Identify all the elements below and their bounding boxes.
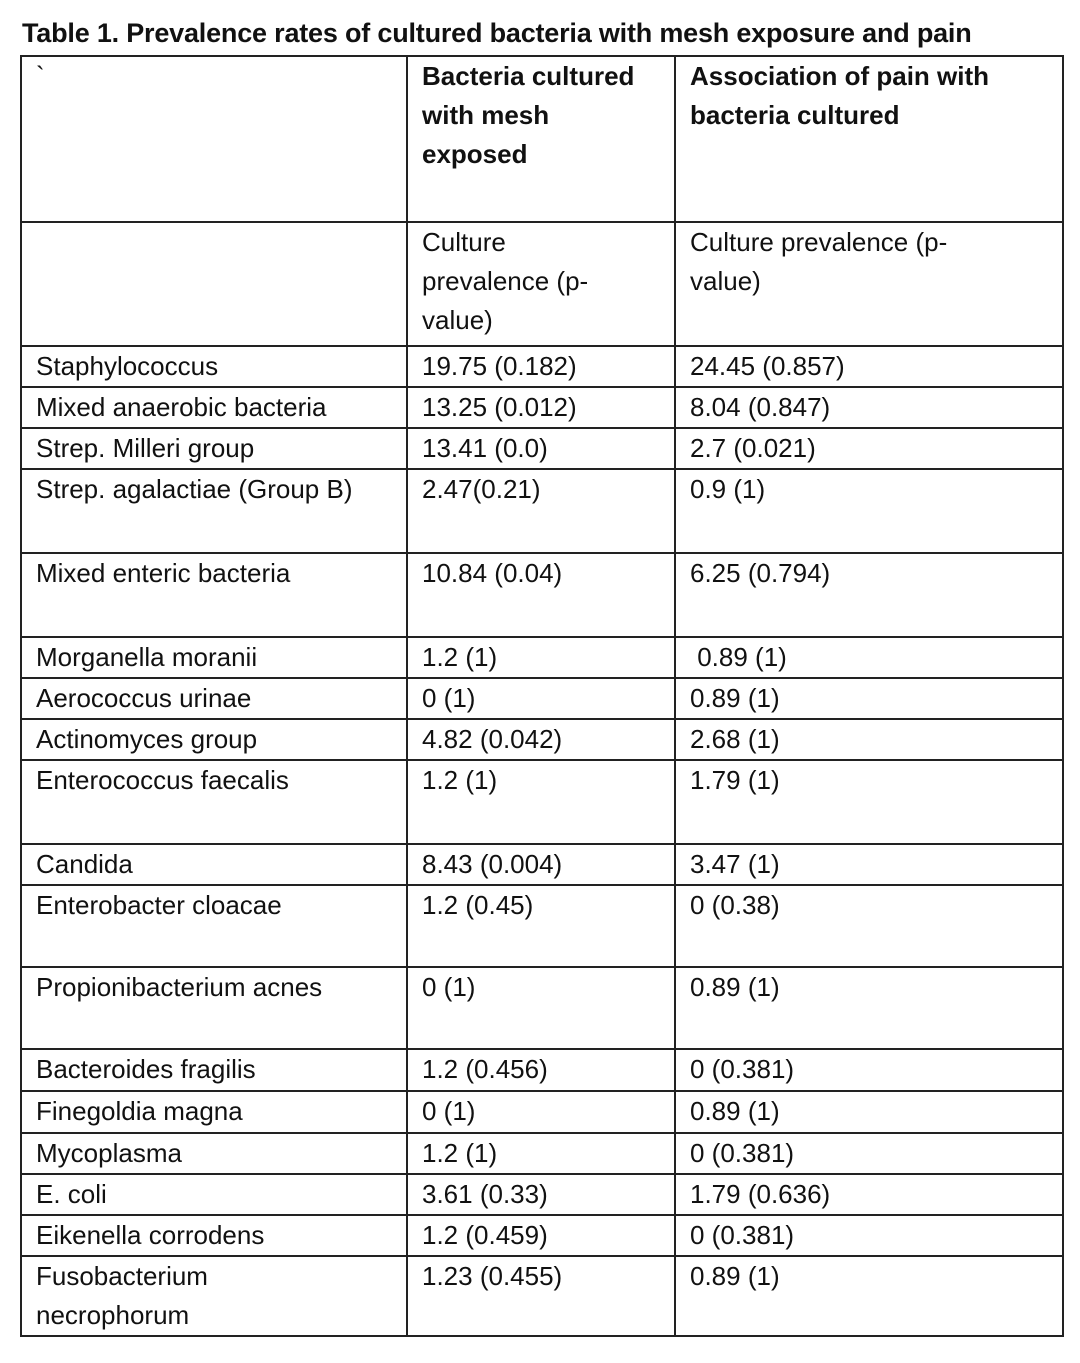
pain-prevalence: 0.89 (1) [675, 1256, 1063, 1336]
bacteria-name: Actinomyces group [21, 719, 407, 760]
bacteria-name: Mixed anaerobic bacteria [21, 387, 407, 428]
pain-prevalence: 0 (0.38) [675, 885, 1063, 967]
table-row [21, 885, 1063, 967]
header-mesh-exposed: Bacteria cultured with mesh exposed [407, 56, 675, 222]
pain-prevalence: 0.89 (1) [675, 1091, 1063, 1133]
mesh-prevalence: 4.82 (0.042) [407, 719, 675, 760]
mesh-prevalence: 1.2 (1) [407, 1133, 675, 1174]
pain-prevalence: 24.45 (0.857) [675, 346, 1063, 387]
mesh-prevalence: 0 (1) [407, 967, 675, 1049]
mesh-prevalence: 1.23 (0.455) [407, 1256, 675, 1336]
pain-prevalence: 0.89 (1) [675, 637, 1063, 678]
table-row [21, 1174, 1063, 1215]
pain-prevalence: 6.25 (0.794) [675, 553, 1063, 637]
mesh-prevalence: 10.84 (0.04) [407, 553, 675, 637]
table-row [21, 967, 1063, 1049]
mesh-prevalence: 1.2 (0.45) [407, 885, 675, 967]
bacteria-name: Strep. Milleri group [21, 428, 407, 469]
bacteria-name: Propionibacterium acnes [21, 967, 407, 1049]
bacteria-name: Strep. agalactiae (Group B) [21, 469, 407, 553]
subheader-empty-cell [21, 222, 407, 346]
header-corner-cell [21, 56, 407, 222]
pain-prevalence: 2.68 (1) [675, 719, 1063, 760]
pain-prevalence: 0 (0.381) [675, 1049, 1063, 1091]
bacteria-name: Mixed enteric bacteria [21, 553, 407, 637]
bacteria-name: Finegoldia magna [21, 1091, 407, 1133]
table-row [21, 1256, 1063, 1336]
table-row [21, 346, 1063, 387]
corner-mark: ` [36, 61, 45, 91]
table-row [21, 553, 1063, 637]
bacteria-prevalence-table [20, 55, 1064, 1337]
pain-prevalence: 0.89 (1) [675, 967, 1063, 1049]
table-row [21, 469, 1063, 553]
table-title: Table 1. Prevalence rates of cultured bacteria with mesh exposure and pain [22, 18, 972, 48]
bacteria-name: Aerococcus urinae [21, 678, 407, 719]
pain-prevalence: 0.89 (1) [675, 678, 1063, 719]
mesh-prevalence: 19.75 (0.182) [407, 346, 675, 387]
subheader-pain: Culture prevalence (p- value) [675, 222, 1063, 346]
bacteria-name: Eikenella corrodens [21, 1215, 407, 1256]
table-row [21, 1049, 1063, 1091]
bacteria-name: Mycoplasma [21, 1133, 407, 1174]
mesh-prevalence: 3.61 (0.33) [407, 1174, 675, 1215]
header-pain-association: Association of pain with bacteria cultured [675, 56, 1063, 222]
mesh-prevalence: 0 (1) [407, 1091, 675, 1133]
mesh-prevalence: 8.43 (0.004) [407, 844, 675, 885]
mesh-prevalence: 1.2 (1) [407, 637, 675, 678]
table-row [21, 719, 1063, 760]
bacteria-name: Bacteroides fragilis [21, 1049, 407, 1091]
table-row [21, 387, 1063, 428]
pain-prevalence: 2.7 (0.021) [675, 428, 1063, 469]
bacteria-name: Fusobacterium necrophorum [21, 1256, 407, 1336]
subheader-row [21, 222, 1063, 346]
table-row [21, 1091, 1063, 1133]
mesh-prevalence: 1.2 (0.456) [407, 1049, 675, 1091]
table-row [21, 428, 1063, 469]
bacteria-name: Candida [21, 844, 407, 885]
mesh-prevalence: 1.2 (1) [407, 760, 675, 844]
bacteria-name: Enterococcus faecalis [21, 760, 407, 844]
table-row [21, 678, 1063, 719]
pain-prevalence: 8.04 (0.847) [675, 387, 1063, 428]
bacteria-name: Staphylococcus [21, 346, 407, 387]
pain-prevalence: 1.79 (0.636) [675, 1174, 1063, 1215]
pain-prevalence: 1.79 (1) [675, 760, 1063, 844]
table-header-row [21, 56, 1063, 222]
mesh-prevalence: 13.25 (0.012) [407, 387, 675, 428]
table-row [21, 844, 1063, 885]
mesh-prevalence: 13.41 (0.0) [407, 428, 675, 469]
pain-prevalence: 3.47 (1) [675, 844, 1063, 885]
mesh-prevalence: 1.2 (0.459) [407, 1215, 675, 1256]
mesh-prevalence: 0 (1) [407, 678, 675, 719]
pain-prevalence: 0 (0.381) [675, 1133, 1063, 1174]
pain-prevalence: 0.9 (1) [675, 469, 1063, 553]
mesh-prevalence: 2.47(0.21) [407, 469, 675, 553]
bacteria-name: Enterobacter cloacae [21, 885, 407, 967]
table-row [21, 1133, 1063, 1174]
table-row [21, 1215, 1063, 1256]
pain-prevalence: 0 (0.381) [675, 1215, 1063, 1256]
table-row [21, 637, 1063, 678]
subheader-mesh: Culture prevalence (p- value) [407, 222, 675, 346]
table-row [21, 760, 1063, 844]
bacteria-name: E. coli [21, 1174, 407, 1215]
bacteria-name: Morganella moranii [21, 637, 407, 678]
